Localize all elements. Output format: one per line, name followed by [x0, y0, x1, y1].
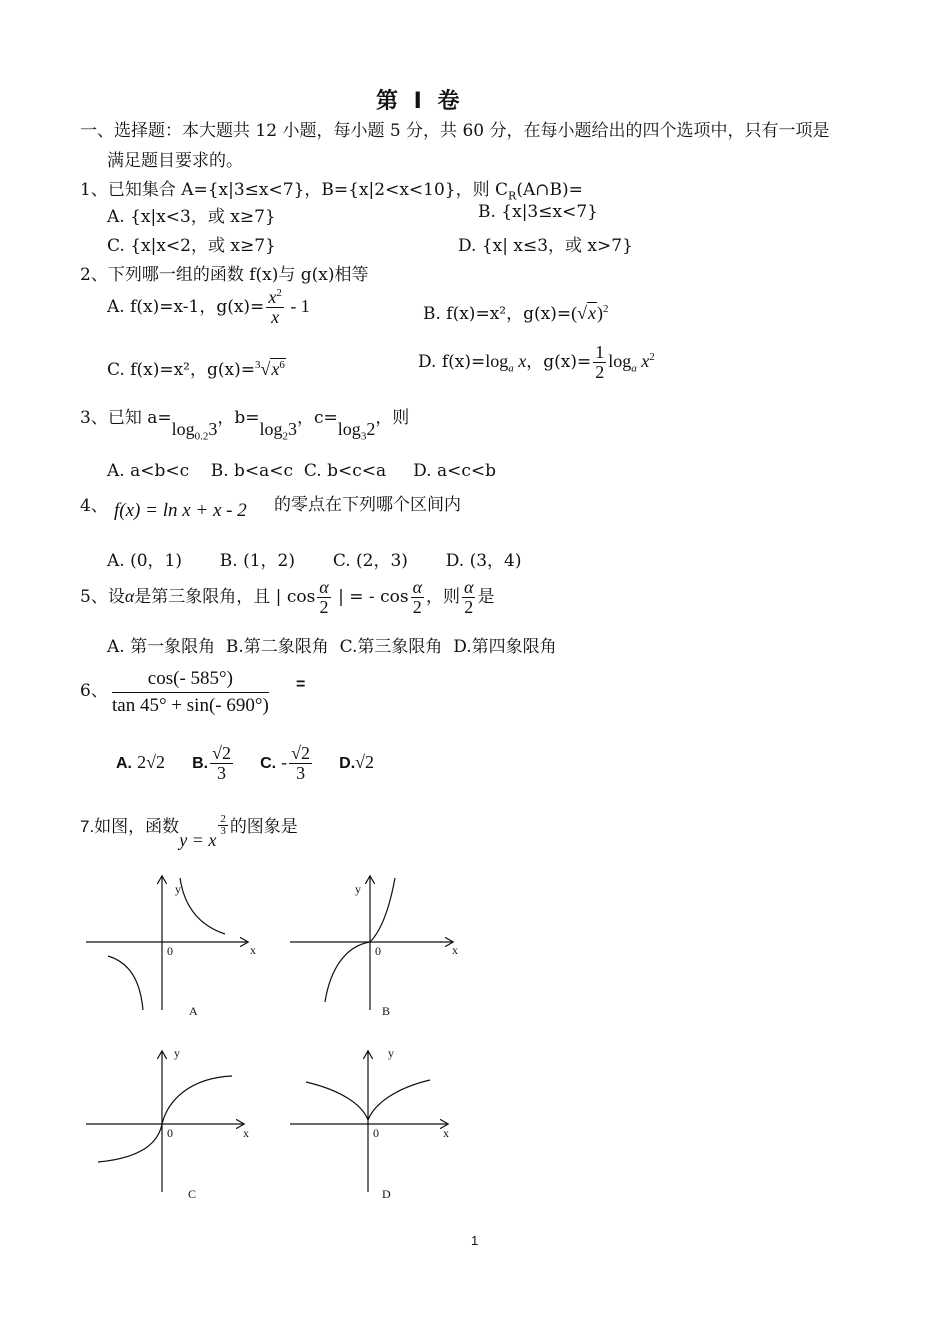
q4-stem: 的零点在下列哪个区间内 [274, 495, 461, 515]
q1-stem-text: 1、已知集合 A={x|3≤x<7}，B={x|2<x<10}，则 C [80, 180, 509, 200]
graph-b-y-label: y [355, 882, 361, 896]
q7-formula-base: y = x [179, 830, 217, 850]
q3-a-base: 0.2 [194, 430, 209, 443]
q5-mid2: | = - cos [332, 586, 409, 607]
q5-options: A. 第一象限角 B.第二象限角 C.第三象限角 D.第四象限角 [107, 637, 557, 657]
page-title: 第 Ⅰ 卷 [376, 89, 464, 114]
graph-d-label: D [382, 1187, 391, 1201]
graph-b [290, 877, 452, 1010]
graph-b-x-label: x [452, 943, 458, 957]
graph-c-y-label: y [174, 1046, 180, 1060]
q2a-prefix: A. f(x)=x-1，g(x)= [107, 296, 265, 317]
q6-option-d-value: √2 [355, 751, 375, 772]
graph-d-y-label: y [388, 1046, 394, 1060]
q2c-exp: 6 [279, 359, 285, 371]
q2d-arg1: x [518, 350, 527, 371]
q2c-prefix: C. f(x)=x²，g(x)= [107, 360, 255, 380]
q2d-den: 2 [595, 361, 605, 382]
q5-frac3-den: 2 [464, 596, 474, 617]
q3-c-arg: 2 [366, 419, 376, 439]
graph-a-origin: 0 [167, 944, 173, 958]
q5-frac2-den: 2 [412, 596, 422, 617]
q6-numerator: cos(- 585°) [112, 668, 269, 693]
q2b-radicand: x [587, 303, 596, 323]
q2d-arg2: x [641, 350, 650, 371]
q2c-radicand: x [271, 359, 280, 379]
q6-c-den: 3 [296, 762, 306, 783]
graph-c-origin: 0 [167, 1126, 173, 1140]
section-heading-line2: 满足题目要求的。 [107, 151, 243, 171]
graph-c-label: C [188, 1187, 197, 1201]
question-2-stem: 2、下列哪一组的函数 f(x)与 g(x)相等 [80, 265, 369, 285]
q2d-log2: log [608, 350, 632, 371]
q1-option-b: B. {x|3≤x<7} [478, 202, 598, 222]
q4-formula: f(x) = ln x + x - 2 [114, 500, 247, 521]
q3-a-log: log [171, 419, 195, 439]
q2c-root-index: 3 [254, 359, 261, 371]
graph-d-origin: 0 [373, 1126, 379, 1140]
q6-option-b-label: B. [192, 754, 209, 772]
q6-option-a-value: 2√2 [137, 751, 165, 772]
graph-a-curve-left [108, 956, 143, 1010]
q6-c-sign: - [281, 751, 288, 772]
q3-c-base: 3 [360, 430, 367, 443]
graph-c-curve [98, 1076, 232, 1162]
q5-mid1: 是第三象限角，且 | cos [134, 586, 316, 607]
q2a-tail: - 1 [285, 295, 310, 316]
graph-a-curve-right [180, 878, 225, 934]
q5-frac3-num: α [464, 577, 474, 597]
q3-options: A. a<b<c B. b<a<c C. b<c<a D. a<c<b [107, 461, 496, 481]
page-number: 1 [471, 1233, 479, 1248]
q1-option-a: A. {x|x<3，或 x≥7} [107, 207, 276, 227]
q7-exp-den: 3 [220, 825, 226, 838]
q2d-log1: log [485, 350, 509, 371]
graph-b-label: B [382, 1004, 391, 1018]
q3-suffix: ，则 [375, 408, 410, 428]
q2a-den: x [271, 306, 280, 327]
graph-d-x-label: x [443, 1126, 449, 1140]
q5-alpha: α [124, 585, 135, 606]
q5-mid3: ，则 [426, 586, 461, 607]
section-heading-line1: 一、选择题：本大题共 12 小题，每小题 5 分，共 60 分，在每小题给出的四个选项中，只有一项是 [80, 121, 830, 141]
graph-c [86, 1052, 243, 1192]
q6-b-den: 3 [217, 762, 227, 783]
q4-number: 4、 [80, 496, 108, 516]
q6-equals: = [296, 676, 306, 693]
q3-b-arg: 3 [288, 419, 298, 439]
q3-c-prefix: ，c= [297, 408, 338, 428]
q6-option-c-label: C. [260, 754, 277, 772]
q2d-num: 1 [595, 342, 605, 362]
graph-d [290, 1052, 447, 1192]
q5-frac1-den: 2 [319, 596, 329, 617]
q7-prefix: 7.如图，函数 [80, 817, 180, 836]
q5-prefix: 5、设 [80, 586, 125, 607]
q6-c-num: √2 [291, 743, 311, 763]
q3-c-log: log [337, 419, 361, 439]
q2d-mid: ，g(x)= [526, 351, 592, 372]
q1-stem-tail: (A∩B)= [516, 180, 583, 200]
q5-frac1-num: α [319, 577, 329, 597]
q2d-prefix: D. f(x)= [418, 351, 486, 372]
q6-option-a-label: A. [116, 754, 132, 772]
q2a-exp: 2 [276, 287, 282, 299]
q1-option-c: C. {x|x<2，或 x≥7} [107, 236, 276, 256]
q7-suffix: 的图象是 [229, 817, 298, 837]
graph-a-y-label: y [175, 882, 181, 896]
q6-denominator: tan 45° + sin(- 690°) [112, 695, 269, 716]
graph-b-curve [325, 878, 395, 1002]
q4-options: A. (0，1) B. (1，2) C. (2，3) D. (3，4) [107, 551, 522, 571]
q2b-exp: 2 [602, 303, 609, 315]
q1-complement-subscript: R [508, 189, 517, 203]
graph-a-label: A [189, 1004, 198, 1018]
q7-exp-num: 2 [220, 812, 226, 825]
q3-prefix: 3、已知 a= [80, 408, 172, 428]
q6-number: 6、 [80, 681, 108, 701]
q2b-prefix: B. f(x)=x²，g(x)= [423, 304, 572, 324]
q6-b-num: √2 [212, 743, 231, 763]
q2d-base2: a [631, 362, 637, 375]
q3-a-arg: 3 [208, 419, 218, 439]
q6-option-d-label: D. [339, 754, 356, 772]
q3-b-prefix: ，b= [217, 408, 260, 428]
q2-option-c: C. f(x)=x²，$g(x)=^3√x^6$ [107, 359, 285, 380]
q3-b-base: 2 [282, 430, 289, 443]
q3-b-log: log [259, 419, 283, 439]
graph-c-x-label: x [243, 1126, 249, 1140]
q2-option-b: B. f(x)=x²，$g(x)=(√x)^2$ [423, 303, 609, 324]
graph-b-origin: 0 [375, 944, 381, 958]
q5-suffix: 是 [477, 586, 495, 607]
q1-option-d: D. {x| x≤3，或 x>7} [458, 236, 633, 256]
q2d-exp2: 2 [649, 350, 655, 363]
q5-frac2-num: α [412, 577, 423, 597]
q2d-base1: a [508, 362, 514, 375]
graph-a-x-label: x [250, 943, 256, 957]
q2a-num: x [268, 287, 277, 307]
